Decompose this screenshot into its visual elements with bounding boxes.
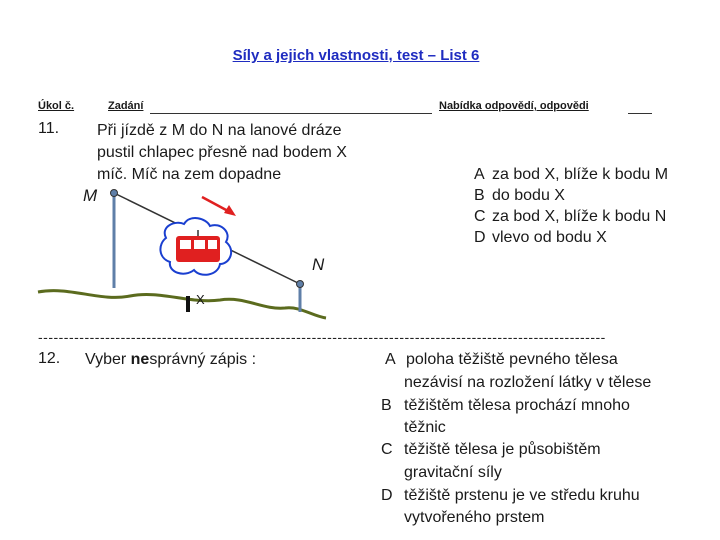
q12-option-a-line-1: poloha těžiště pevného tělesa [406, 351, 618, 368]
direction-arrowhead [224, 205, 236, 216]
page-title: Síly a jejich vlastnosti, test – List 6 [232, 47, 480, 64]
label-m: M [83, 186, 98, 205]
label-x: X [196, 292, 205, 307]
question-11-line-3: míč. Míč na zem dopadne [97, 166, 282, 183]
q12-option-a-line-2: nezávisí na rozložení látky v tělese [404, 374, 652, 391]
q12-option-b-line-1: těžištěm tělesa prochází mnoho [404, 397, 630, 414]
question-11-line-2: pustil chlapec přesně nad bodem X [97, 144, 347, 161]
question-12-suffix: správný zápis : [149, 351, 257, 368]
q11-option-b [474, 185, 565, 206]
q12-option-c-line-2: gravitační síly [404, 464, 502, 481]
q12-option-b-letter: B [381, 397, 392, 414]
label-n: N [312, 255, 325, 274]
q11-option-d-letter: D [474, 229, 486, 246]
pylon-n-top [297, 281, 304, 288]
q11-option-a-text: za bod X, blíže k bodu M [492, 166, 669, 183]
q11-option-c [474, 206, 666, 227]
question-12-text [85, 350, 256, 370]
q11-option-a-letter: A [474, 166, 485, 183]
q11-option-a [474, 164, 668, 185]
q12-option-d-line-1: těžiště prstenu je ve středu kruhu [404, 487, 640, 504]
question-12-prefix: Vyber [85, 351, 131, 368]
question-11-number: 11. [38, 120, 60, 137]
question-12-emphasis: ne [130, 351, 150, 368]
pylon-m-top [111, 190, 118, 197]
header-assignment: Zadání [108, 100, 144, 112]
q12-option-a-letter: A [385, 351, 396, 368]
header-answers: Nabídka odpovědí, odpovědi [439, 100, 589, 112]
q11-option-b-letter: B [474, 187, 485, 204]
q11-option-d [474, 227, 607, 248]
header-task-number: Úkol č. [38, 100, 75, 112]
q12-option-d-letter: D [381, 487, 393, 504]
question-11-line-1: Při jízdě z M do N na lanové dráze [97, 122, 342, 139]
q11-option-c-text: za bod X, blíže k bodu N [492, 208, 667, 225]
q11-option-c-letter: C [474, 208, 486, 225]
ground-line [38, 291, 326, 318]
q12-option-c-letter: C [381, 441, 393, 458]
q12-option-b-line-2: těžnic [404, 419, 446, 436]
q12-option-d-line-2: vytvořeného prstem [404, 509, 545, 526]
section-divider: -------------------------------------------------------------------------------------------------------------- [38, 329, 606, 345]
q11-option-d-text: vlevo od bodu X [492, 229, 607, 246]
q11-option-b-text: do bodu X [492, 187, 565, 204]
q12-option-c-line-1: těžiště tělesa je působištěm [404, 441, 601, 458]
question-12-number: 12. [38, 350, 61, 367]
direction-arrow [202, 197, 228, 211]
